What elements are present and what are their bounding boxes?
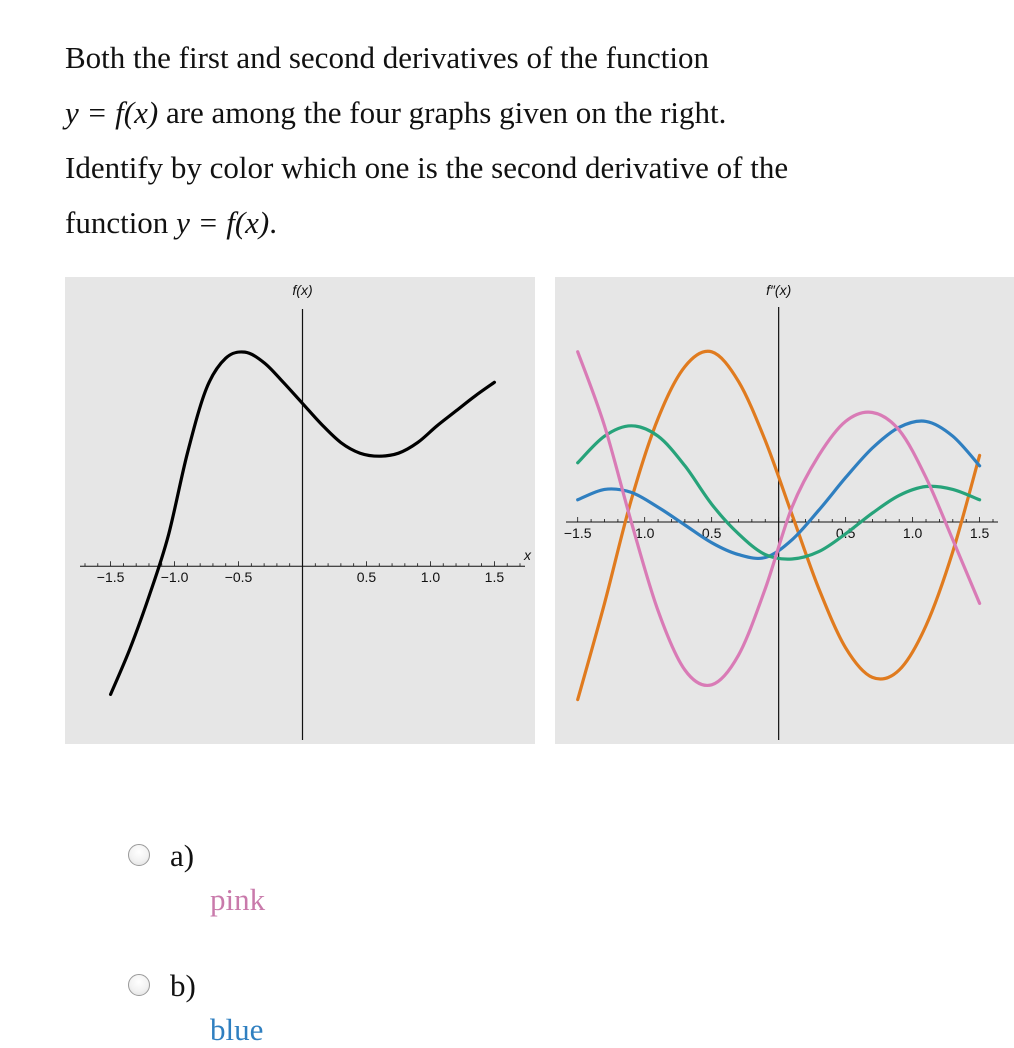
question-text [65,30,965,250]
f-graph [65,277,535,744]
x-tick-label: 0.5 [356,569,377,586]
function-expression: y = f(x) [65,95,159,130]
x-tick-label: 1.0 [420,569,441,586]
option-b-answer: blue [210,1012,264,1047]
derivatives-graph-panel [555,277,1014,744]
option-b-radio[interactable] [128,974,150,996]
x-tick-label: 0.5 [701,525,722,541]
axis-title: f(x) [292,282,313,298]
axis-title: f″(x) [766,282,792,298]
question-line-3: Identify by color which one is the second derivative of the [65,150,789,185]
derivatives-graph [555,277,1014,744]
question-line-4-text: function [65,205,177,240]
x-tick-label: −1.5 [96,569,125,586]
x-tick-label: 1.0 [634,525,655,541]
question-line-4-end: . [269,205,278,240]
function-expression-2: y = f(x) [176,205,270,240]
question-line-2 [65,85,965,140]
f-graph-panel [65,277,535,744]
question-line-4 [65,195,965,250]
x-tick-label: −1.5 [563,525,592,541]
x-tick-label: 1.0 [902,525,923,541]
option-a-answer: pink [210,882,266,917]
question-line-2-text: are among the four graphs given on the right. [158,95,727,130]
option-a-letter: a) [170,838,195,873]
option-a-radio[interactable] [128,844,150,866]
x-tick-label: 1.5 [969,525,990,541]
question-line-1: Both the first and second derivatives of the function [65,40,709,75]
x-axis-label: x [524,547,531,564]
x-tick-label: −0.5 [224,569,253,586]
option-b-letter: b) [170,968,196,1003]
x-tick-label: 1.5 [484,569,505,586]
x-tick-label: −1.0 [160,569,189,586]
x-tick-label: 0.5 [835,525,856,541]
